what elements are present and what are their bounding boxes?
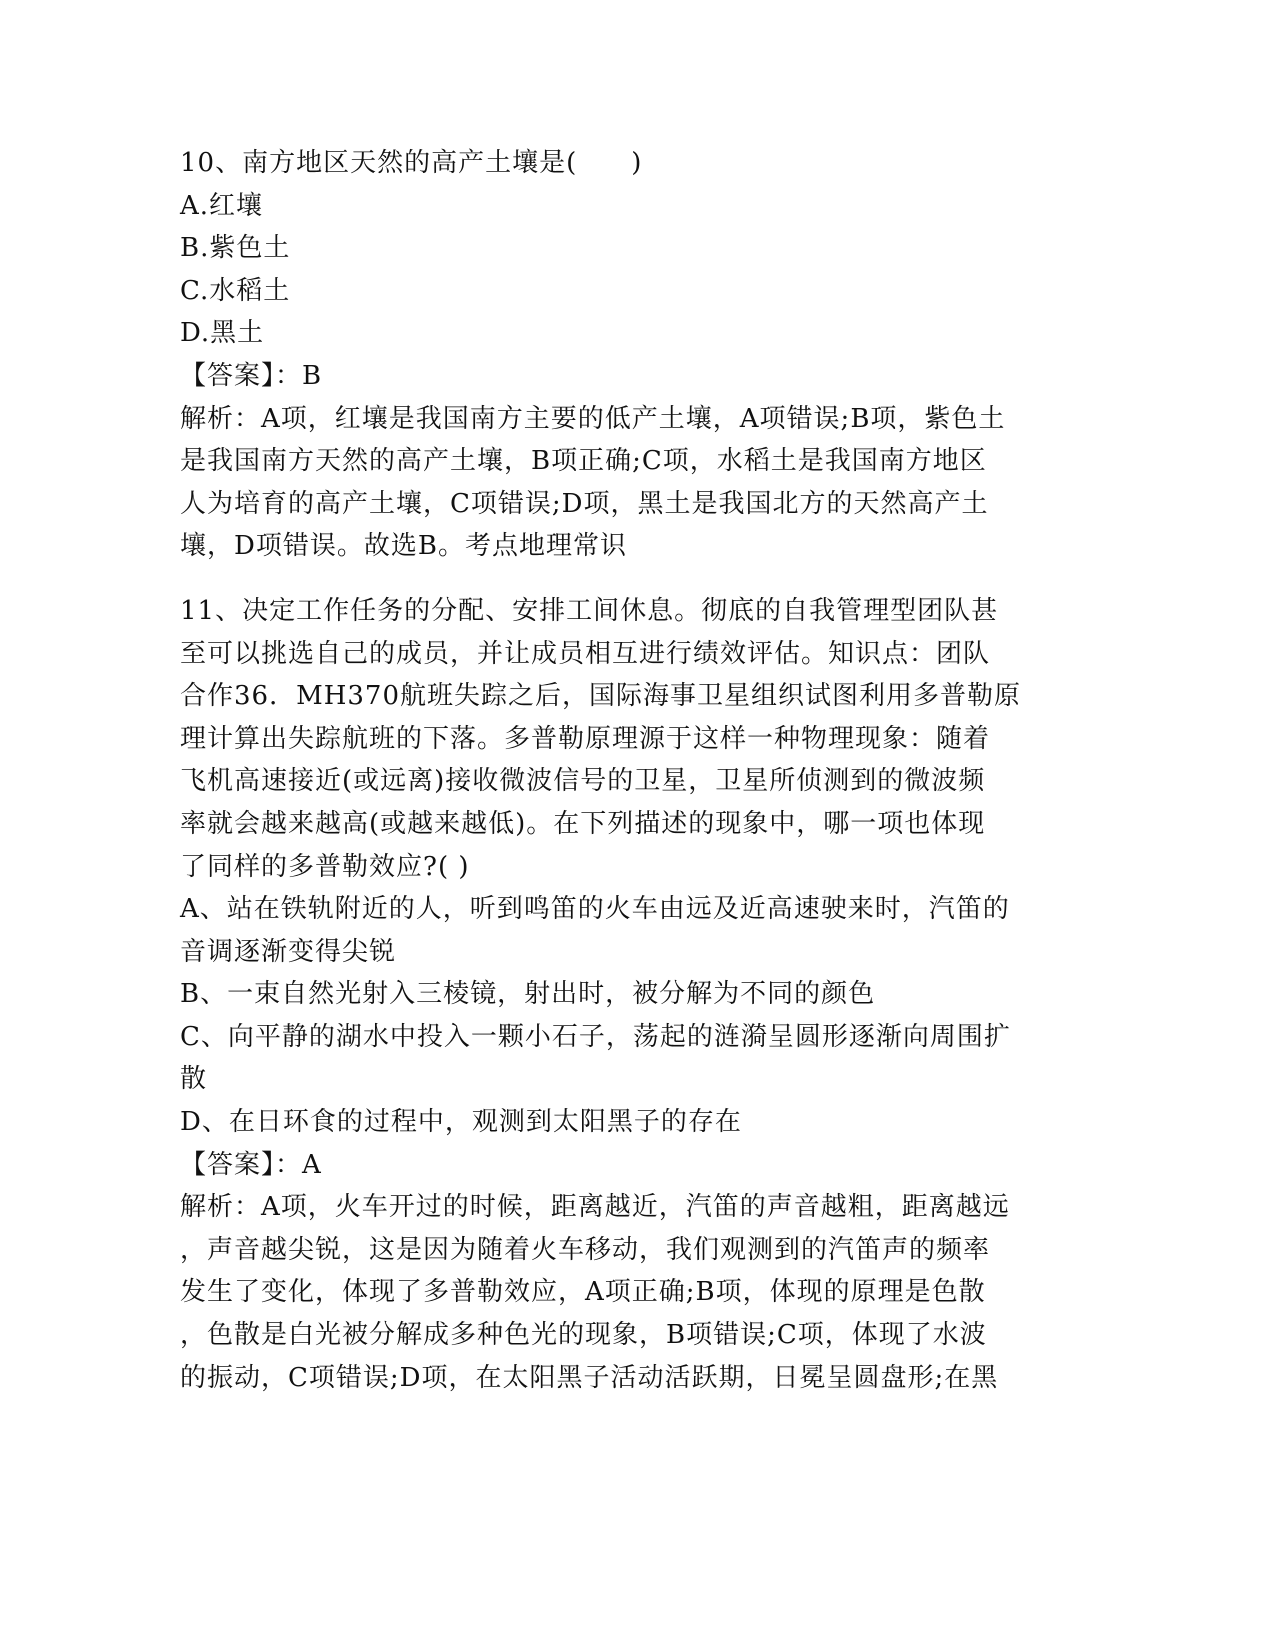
explanation-line: ，色散是白光被分解成多种色光的现象，B项错误;C项，体现了水波 — [180, 1320, 987, 1351]
explanation-line: 的振动，C项错误;D项，在太阳黑子活动活跃期，日冕呈圆盘形;在黑 — [180, 1362, 999, 1393]
explanation-line: 发生了变化，体现了多普勒效应，A项正确;B项，体现的原理是色散 — [180, 1277, 986, 1308]
explanation-line: ，声音越尖锐，这是因为随着火车移动，我们观测到的汽笛声的频率 — [180, 1234, 991, 1265]
option-d: D、在日环食的过程中，观测到太阳黑子的存在 — [180, 1107, 742, 1138]
question-10-stem: 10、南方地区天然的高产土壤是( ) — [180, 148, 643, 178]
option-a: 音调逐渐变得尖锐 — [180, 936, 397, 967]
option-c: 散 — [180, 1064, 208, 1095]
document-page — [180, 142, 1050, 1399]
question-10 — [180, 142, 1050, 568]
explanation-line: 是我国南方天然的高产土壤，B项正确;C项，水稻土是我国南方地区 — [180, 446, 987, 477]
answer: 【答案】：B — [180, 360, 323, 391]
question-11-stem: 率就会越来越高(或越来越低)。在下列描述的现象中，哪一项也体现 — [180, 808, 986, 839]
option-a: A、站在铁轨附近的人，听到鸣笛的火车由远及近高速驶来时，汽笛的 — [180, 894, 1010, 925]
question-11-stem: 了同样的多普勒效应?( ) — [180, 851, 470, 882]
option-b: B.紫色土 — [180, 233, 291, 264]
question-11-stem: 至可以挑选自己的成员，并让成员相互进行绩效评估。知识点：团队 — [180, 638, 991, 669]
option-b: B、一束自然光射入三棱镜，射出时，被分解为不同的颜色 — [180, 979, 876, 1010]
question-11-stem: 理计算出失踪航班的下落。多普勒原理源于这样一种物理现象：随着 — [180, 723, 991, 754]
question-11-stem: 合作36．MH370航班失踪之后，国际海事卫星组织试图利用多普勒原 — [180, 681, 1022, 712]
explanation-line: 壤，D项错误。故选B。考点地理常识 — [180, 531, 627, 562]
option-c: C.水稻土 — [180, 275, 291, 306]
answer: 【答案】：A — [180, 1149, 322, 1180]
explanation-line: 人为培育的高产土壤，C项错误;D项，黑土是我国北方的天然高产土 — [180, 488, 989, 519]
question-separator — [180, 568, 1050, 590]
question-11 — [180, 590, 1050, 1399]
question-11-stem: 11、决定工作任务的分配、安排工间休息。彻底的自我管理型团队甚 — [180, 595, 999, 626]
option-c: C、向平静的湖水中投入一颗小石子，荡起的涟漪呈圆形逐渐向周围扩 — [180, 1021, 1011, 1052]
question-11-stem: 飞机高速接近(或远离)接收微波信号的卫星，卫星所侦测到的微波频 — [180, 766, 986, 797]
explanation-line: 解析：A项，红壤是我国南方主要的低产土壤，A项错误;B项，紫色土 — [180, 403, 1006, 434]
option-a: A.红壤 — [180, 190, 264, 221]
explanation-line: 解析：A项，火车开过的时候，距离越近，汽笛的声音越粗，距离越远 — [180, 1192, 1010, 1223]
option-d: D.黑土 — [180, 318, 265, 349]
